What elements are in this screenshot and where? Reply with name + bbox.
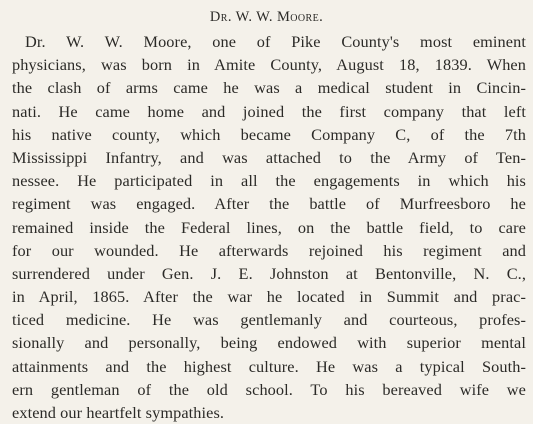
article-title: Dr. W. W. Moore. (209, 9, 324, 25)
body-line: ticed medicine. He was gentlemanly and courteous, profes- (12, 310, 526, 330)
body-line: physicians, was born in Amite County, August 18, 1839. When (12, 55, 526, 75)
body-line: sionally and personally, being endowed with superior mental (12, 333, 526, 353)
body-line: in April, 1865. After the war he located in Summit and prac- (12, 287, 526, 307)
body-line: regiment was engaged. After the battle of Murfreesboro he (12, 194, 526, 214)
body-line: ern gentleman of the old school. To his bereaved wife we (12, 379, 526, 399)
body-line: his native county, which became Company C, of the 7th (12, 124, 526, 144)
body-line: surrendered under Gen. J. E. Johnston at Bentonville, N. C., (12, 263, 526, 283)
body-line: for our wounded. He afterwards rejoined his regiment and (12, 240, 526, 260)
body-line: extend our heartfelt sympathies. (12, 403, 225, 422)
article-body (12, 30, 526, 424)
body-line: attainments and the highest culture. He was a typical South- (12, 356, 526, 376)
body-line: remained inside the Federal lines, on the battle field, to care (12, 217, 526, 237)
body-line: Dr. W. W. Moore, one of Pike County's most eminent (25, 32, 526, 51)
body-line: nessee. He participated in all the engagements in which his (12, 171, 526, 191)
body-line: the clash of arms came he was a medical student in Cincin- (12, 78, 526, 98)
body-line: nati. He came home and joined the first company that left (12, 101, 526, 121)
body-line: Mississippi Infantry, and was attached to the Army of Ten- (12, 147, 526, 167)
